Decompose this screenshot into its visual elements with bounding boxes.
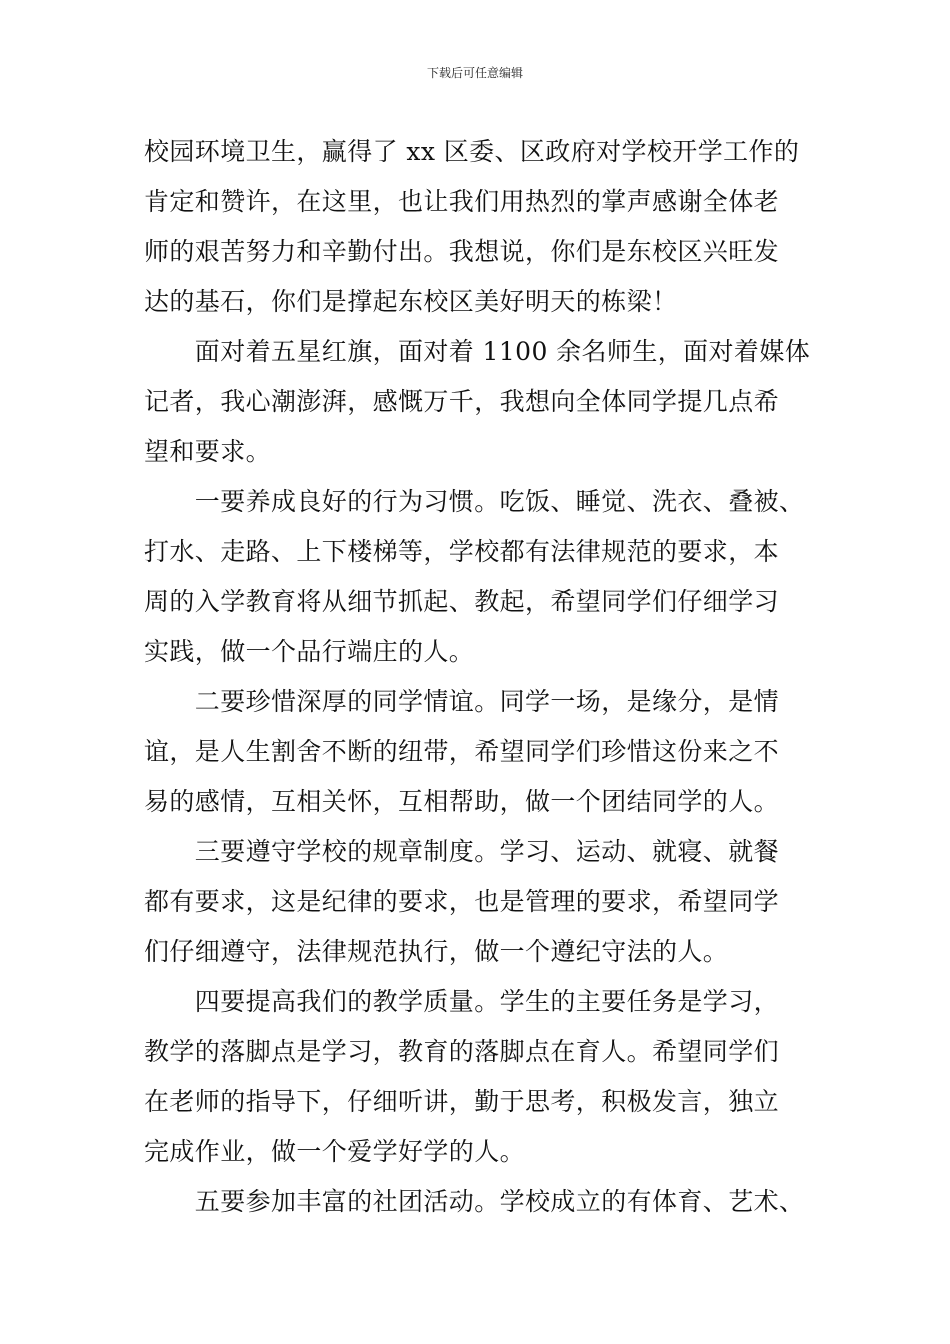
text-line: 达的基石，你们是撑起东校区美好明天的栋梁！	[144, 287, 678, 316]
text-line: 五要参加丰富的社团活动。学校成立的有体育、艺术、	[144, 1187, 805, 1216]
text-line: 完成作业，做一个爱学好学的人。	[144, 1137, 526, 1166]
paragraph	[144, 677, 844, 827]
text-line: 实践，做一个品行端庄的人。	[144, 637, 475, 666]
text-line: 校园环境卫生，赢得了 xx 区委、区政府对学校开学工作的	[144, 137, 800, 166]
text-line: 谊，是人生割舍不断的纽带，希望同学们珍惜这份来之不	[144, 737, 780, 766]
document-body	[144, 127, 844, 1227]
text-line: 二要珍惜深厚的同学情谊。同学一场，是缘分，是情	[144, 687, 780, 716]
text-line: 打水、走路、上下楼梯等，学校都有法律规范的要求，本	[144, 537, 780, 566]
paragraph	[144, 127, 844, 327]
text-line: 望和要求。	[144, 437, 272, 466]
text-line: 都有要求，这是纪律的要求，也是管理的要求，希望同学	[144, 887, 780, 916]
text-line: 记者，我心潮澎湃，感慨万千，我想向全体同学提几点希	[144, 387, 780, 416]
paragraph	[144, 827, 844, 977]
page-header: 下载后可任意编辑	[426, 66, 523, 80]
text-line: 在老师的指导下，仔细听讲，勤于思考，积极发言，独立	[144, 1087, 780, 1116]
paragraph	[144, 977, 844, 1177]
text-line: 师的艰苦努力和辛勤付出。我想说，你们是东校区兴旺发	[144, 237, 780, 266]
text-line: 一要养成良好的行为习惯。吃饭、睡觉、洗衣、叠被、	[144, 487, 805, 516]
text-line: 教学的落脚点是学习，教育的落脚点在育人。希望同学们	[144, 1037, 780, 1066]
text-line: 们仔细遵守，法律规范执行，做一个遵纪守法的人。	[144, 937, 729, 966]
text-line: 面对着五星红旗，面对着 1100 余名师生，面对着媒体	[144, 337, 811, 366]
paragraph	[144, 327, 844, 477]
text-line: 周的入学教育将从细节抓起、教起，希望同学们仔细学习	[144, 587, 780, 616]
text-line: 肯定和赞许，在这里，也让我们用热烈的掌声感谢全体老	[144, 187, 780, 216]
paragraph	[144, 1177, 844, 1227]
paragraph	[144, 477, 844, 677]
text-line: 四要提高我们的教学质量。学生的主要任务是学习，	[144, 987, 780, 1016]
text-line: 易的感情，互相关怀，互相帮助，做一个团结同学的人。	[144, 787, 780, 816]
text-line: 三要遵守学校的规章制度。学习、运动、就寝、就餐	[144, 837, 780, 866]
